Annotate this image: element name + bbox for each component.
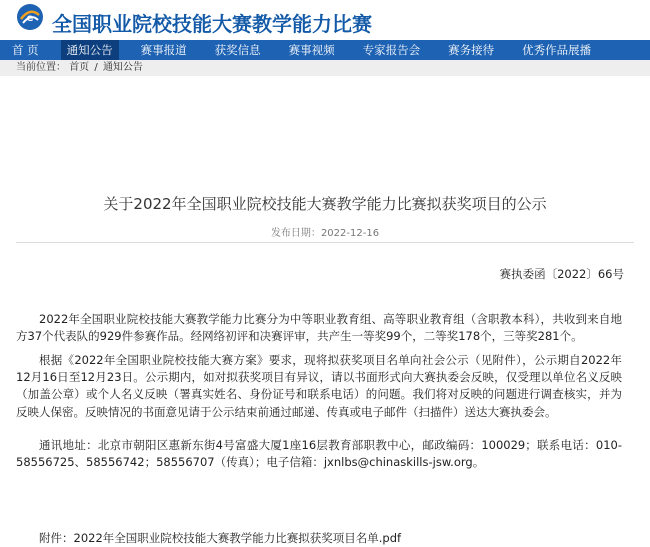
nav-item-awards[interactable]: 获奖信息 <box>214 43 261 57</box>
main-nav <box>0 40 650 60</box>
nav-item-showcase[interactable]: 优秀作品展播 <box>522 43 592 57</box>
publish-date-value: 2022-12-16 <box>320 228 380 239</box>
title-divider <box>16 242 634 243</box>
attachment-link[interactable]: 附件：2022年全国职业院校技能大赛教学能力比赛拟获奖项目名单.pdf <box>39 531 402 545</box>
article-title: 关于2022年全国职业院校技能大赛教学能力比赛拟获奖项目的公示 <box>103 195 547 213</box>
svg-text:e: e <box>26 13 34 24</box>
breadcrumb-current[interactable]: 通知公告 <box>102 62 143 73</box>
paragraph-summary: 2022年全国职业院校技能大赛教学能力比赛分为中等职业教育组、高等职业教育组（含职教本科），共收到来自地方37个代表队的929件参赛作品。经网络初评和决赛评审，共产生一等奖99个，二等奖178个，三等奖281个。 <box>16 312 622 344</box>
nav-item-expert-talks[interactable]: 专家报告会 <box>362 43 421 57</box>
nav-item-reports[interactable]: 赛事报道 <box>140 43 187 57</box>
breadcrumb-separator: / <box>94 62 98 73</box>
breadcrumb <box>0 60 650 76</box>
nav-item-reception[interactable]: 赛务接待 <box>448 43 495 57</box>
site-title: 全国职业院校技能大赛教学能力比赛 <box>52 12 372 36</box>
publish-date <box>0 224 650 239</box>
emblem-logo-icon[interactable] <box>16 3 44 31</box>
nav-item-videos[interactable]: 赛事视频 <box>288 43 335 57</box>
breadcrumb-home-link[interactable]: 首页 <box>69 62 90 73</box>
paragraph-contact: 通讯地址：北京市朝阳区惠新东街4号富盛大厦1座16层教育部职教中心，邮政编码：100029；联系电话：010-58556725、58556742；58556707（传真）；电子信箱：jxnlbs@chinaskills-jsw.org。 <box>16 438 622 470</box>
paragraph-publicity: 根据《2022年全国职业院校技能大赛方案》要求，现将拟获奖项目名单向社会公示（见附件），公示期自2022年12月16日至12月23日。公示期内，如对拟获奖项目有异议，请以书面形式向大赛执委会反映，仅受理以单位名义反映（加盖公章）或个人名义反映（署真实姓名、身份证号和联系电话）的问题。我们将对反映的问题进行调查核实，并为反映人保密。反映情况的书面意见请于公示结束前通过邮递、传真或电子邮件（扫描件）送达大赛执委会。 <box>16 353 622 419</box>
breadcrumb-prefix: 当前位置： <box>16 62 66 73</box>
publish-date-label: 发布日期： <box>270 228 321 239</box>
site-header <box>0 0 650 40</box>
document-number: 赛执委函〔2022〕66号 <box>499 267 624 281</box>
nav-item-notices[interactable]: 通知公告 <box>61 40 119 60</box>
nav-item-home[interactable]: 首 页 <box>12 43 39 57</box>
